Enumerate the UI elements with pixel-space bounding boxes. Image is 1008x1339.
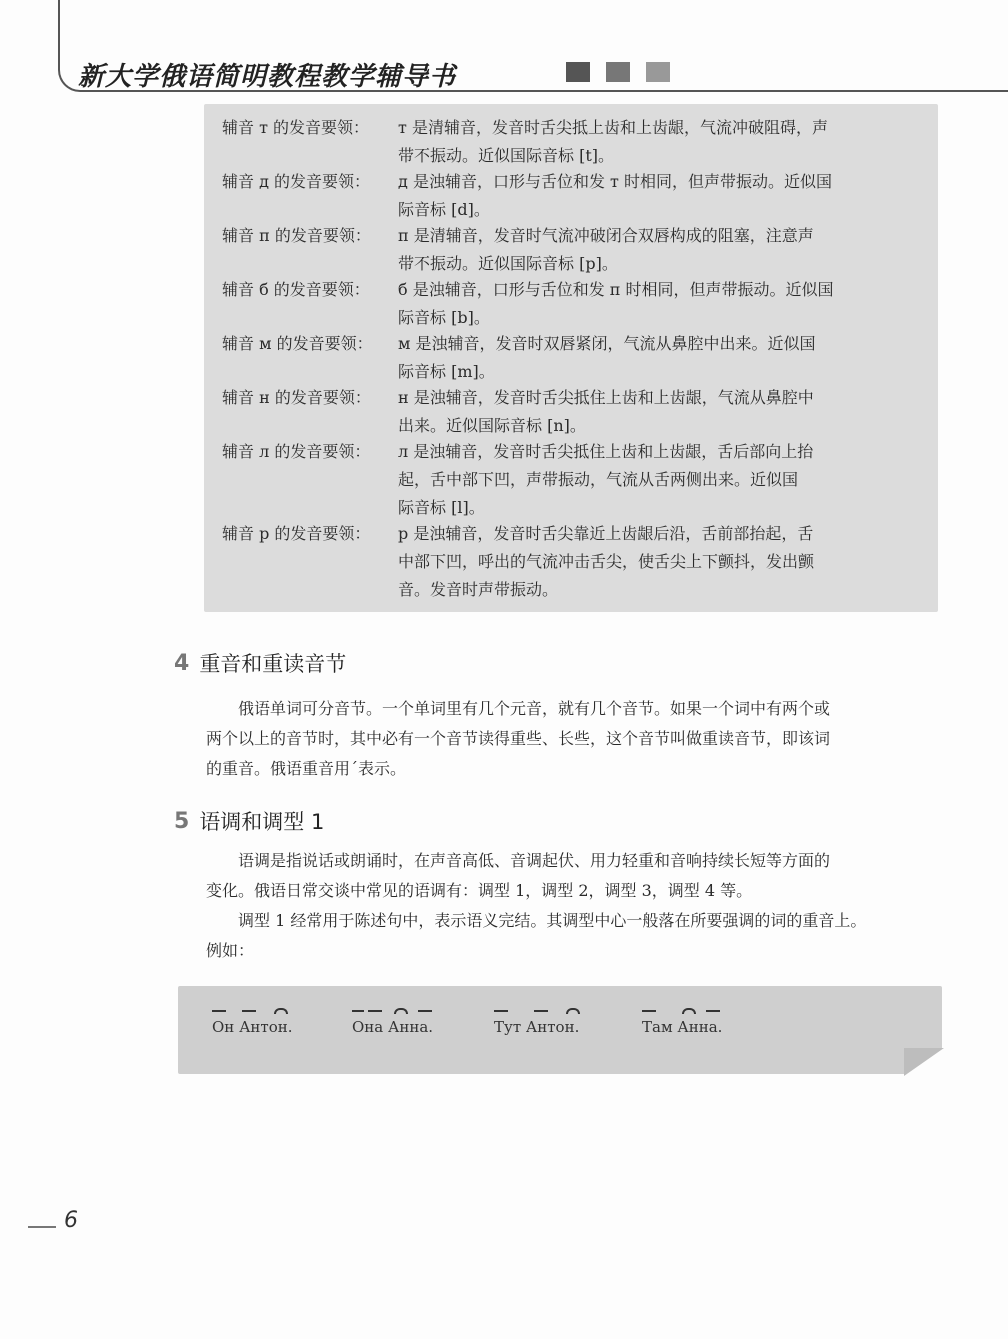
intonation-fall-mark [682, 1008, 696, 1014]
consonant-row-p [222, 222, 898, 278]
consonant-label: 辅音 н 的发音要领： [222, 388, 371, 407]
para-line: 两个以上的音节时，其中必有一个音节读得重些、长些，这个音节叫做重读音节，即该词 [206, 729, 831, 748]
consonant-row-t [222, 114, 898, 170]
desc-line: б 是浊辅音，口形与舌位和发 п 时相同，但声带振动。近似国 [398, 280, 834, 299]
para-line: 调型 1 经常用于陈述句中，表示语义完结。其调型中心一般落在所要强调的词的重音上。 [238, 911, 867, 930]
intonation-mark [494, 1010, 508, 1012]
desc-line: д 是浊辅音，口形与舌位和发 т 时相同，但声带振动。近似国 [398, 172, 832, 191]
consonant-row-n [222, 384, 898, 440]
desc-line: 际音标 [d]。 [398, 200, 490, 219]
para-line: 俄语单词可分音节。一个单词里有几个元音，就有几个音节。如果一个词中有两个或 [238, 699, 831, 718]
consonant-row-m [222, 330, 898, 386]
section-number: 4 [174, 650, 190, 676]
desc-line: н 是浊辅音，发音时舌尖抵住上齿和上齿龈，气流从鼻腔中 [398, 388, 814, 407]
intonation-mark [418, 1010, 432, 1012]
intonation-fall-mark [394, 1008, 408, 1014]
example-text: Тут Антон. [494, 1018, 580, 1036]
consonant-desc [398, 330, 898, 386]
desc-line: п 是清辅音，发音时气流冲破闭合双唇构成的阻塞，注意声 [398, 226, 814, 245]
example-text: Она Анна. [352, 1018, 434, 1036]
intonation-fall-mark [274, 1008, 288, 1014]
decor-square-2 [606, 62, 630, 82]
section-heading-intonation [174, 806, 324, 836]
consonant-desc [398, 384, 898, 440]
example-text: Он Антон. [212, 1018, 293, 1036]
example-sentence [352, 1018, 433, 1036]
para-line: 语调是指说话或朗诵时，在声音高低、音调起伏、用力轻重和音响持续长短等方面的 [238, 851, 831, 870]
example-text: Там Анна. [642, 1018, 723, 1036]
consonant-desc [398, 520, 898, 604]
example-sentence [642, 1018, 722, 1036]
page-number: 6 [64, 1208, 78, 1233]
intonation-mark [642, 1010, 656, 1012]
section-heading-stress [174, 648, 346, 678]
header-decoration [566, 62, 670, 82]
desc-line: 际音标 [l]。 [398, 498, 485, 517]
desc-line: 音。发音时声带振动。 [398, 580, 559, 599]
consonant-label: 辅音 п 的发音要领： [222, 226, 371, 245]
footer-rule [28, 1226, 56, 1228]
consonant-label: 辅音 д 的发音要领： [222, 172, 371, 191]
paragraph-intonation [206, 846, 940, 966]
intonation-mark [706, 1010, 720, 1012]
consonant-label: 辅音 р 的发音要领： [222, 524, 371, 543]
book-title: 新大学俄语简明教程教学辅导书 [78, 62, 457, 92]
desc-line: 际音标 [b]。 [398, 308, 490, 327]
page-curl-decoration [904, 1048, 944, 1076]
desc-line: 出来。近似国际音标 [n]。 [398, 416, 586, 435]
section-title: 重音和重读音节 [199, 652, 347, 676]
consonant-desc [398, 276, 898, 332]
consonant-desc [398, 222, 898, 278]
consonant-desc [398, 114, 898, 170]
consonant-desc [398, 438, 898, 522]
desc-line: 带不振动。近似国际音标 [p]。 [398, 254, 618, 273]
decor-square-3 [646, 62, 670, 82]
consonant-desc [398, 168, 898, 224]
decor-square-1 [566, 62, 590, 82]
consonant-row-d [222, 168, 898, 224]
desc-line: 中部下凹，呼出的气流冲击舌尖，使舌尖上下颤抖，发出颤 [398, 552, 815, 571]
intonation-mark [352, 1010, 364, 1012]
desc-line: 际音标 [m]。 [398, 362, 495, 381]
consonant-row-r [222, 520, 898, 604]
para-line: 例如： [206, 941, 255, 960]
consonant-label: 辅音 б 的发音要领： [222, 280, 370, 299]
consonant-label: 辅音 м 的发音要领： [222, 334, 373, 353]
intonation-mark [212, 1010, 226, 1012]
consonant-row-l [222, 438, 898, 522]
intonation-fall-mark [566, 1008, 580, 1014]
section-title: 语调和调型 1 [199, 810, 325, 834]
example-sentence [494, 1018, 579, 1036]
desc-line: л 是浊辅音，发音时舌尖抵住上齿和上齿龈，舌后部向上抬 [398, 442, 814, 461]
example-sentence [212, 1018, 293, 1036]
para-line: 变化。俄语日常交谈中常见的语调有：调型 1，调型 2，调型 3，调型 4 等。 [206, 881, 753, 900]
intonation-mark [534, 1010, 548, 1012]
desc-line: м 是浊辅音，发音时双唇紧闭，气流从鼻腔中出来。近似国 [398, 334, 816, 353]
consonant-row-b [222, 276, 898, 332]
desc-line: 起，舌中部下凹，声带振动，气流从舌两侧出来。近似国 [398, 470, 799, 489]
para-line: 的重音。俄语重音用ˊ表示。 [206, 759, 407, 778]
desc-line: т 是清辅音，发音时舌尖抵上齿和上齿龈，气流冲破阻碍，声 [398, 118, 828, 137]
section-number: 5 [174, 808, 190, 834]
desc-line: р 是浊辅音，发音时舌尖靠近上齿龈后沿，舌前部抬起，舌 [398, 524, 814, 543]
intonation-mark [242, 1010, 256, 1012]
consonant-label: 辅音 л 的发音要领： [222, 442, 371, 461]
desc-line: 带不振动。近似国际音标 [t]。 [398, 146, 615, 165]
intonation-mark [368, 1010, 382, 1012]
paragraph-stress [206, 694, 940, 784]
consonant-label: 辅音 т 的发音要领： [222, 118, 370, 137]
